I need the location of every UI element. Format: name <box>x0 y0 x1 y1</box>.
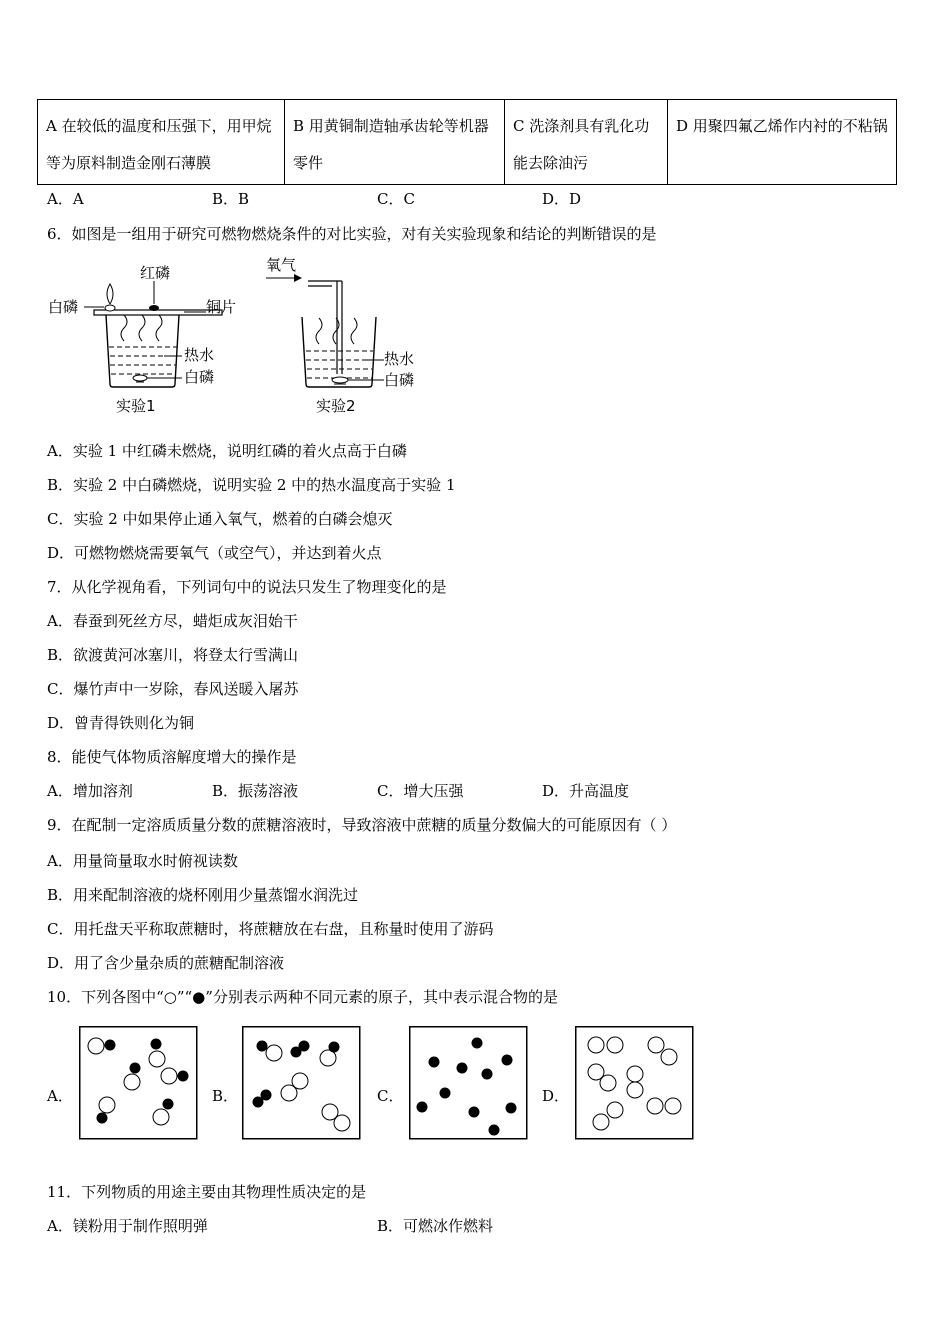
q11-stem: 11．下列物质的用途主要由其物理性质决定的是 <box>47 1183 367 1201</box>
q5-option-b-cell: B 用黄铜制造轴承齿轮等机器零件 <box>285 100 505 185</box>
q7-option-c: C．爆竹声中一岁除，春风送暖入屠苏 <box>47 680 299 698</box>
label-hot-water-2: 热水 <box>384 350 415 368</box>
q6-experiment-figure <box>44 256 444 416</box>
q6-stem: 6．如图是一组用于研究可燃物燃烧条件的对比实验，对有关实验现象和结论的判断错误的是 <box>47 225 657 243</box>
q7-stem: 7．从化学视角看，下列词句中的说法只发生了物理变化的是 <box>47 578 447 596</box>
q10-label-a: A． <box>47 1087 73 1105</box>
q6-option-b: B．实验 2 中白磷燃烧，说明实验 2 中的热水温度高于实验 1 <box>47 476 456 494</box>
q7-option-d: D．曾青得铁则化为铜 <box>47 714 195 732</box>
q8-option-b: B．振荡溶液 <box>212 782 299 800</box>
caption-experiment-2: 实验2 <box>316 397 356 415</box>
q9-option-b: B．用来配制溶液的烧杯刚用少量蒸馏水润洗过 <box>47 886 359 904</box>
q11-option-b: B．可燃冰作燃料 <box>377 1217 494 1235</box>
q10-diagram-c <box>409 1026 529 1140</box>
label-hot-water-1: 热水 <box>184 346 215 364</box>
q10-label-c: C． <box>377 1087 404 1105</box>
q6-option-d: D．可燃物燃烧需要氧气（或空气），并达到着火点 <box>47 544 382 562</box>
label-white-phosphorus-2: 白磷 <box>184 368 215 386</box>
q5-option-c-cell: C 洗涤剂具有乳化功能去除油污 <box>505 100 668 185</box>
q7-option-a: A．春蚕到死丝方尽，蜡炬成灰泪始干 <box>47 612 298 630</box>
q7-option-b: B．欲渡黄河冰塞川，将登太行雪满山 <box>47 646 299 664</box>
q5-choice-c: C．C <box>377 190 415 208</box>
caption-experiment-1: 实验1 <box>116 397 156 415</box>
q10-diagram-a <box>79 1026 199 1140</box>
label-oxygen: 氧气 <box>266 256 297 274</box>
q5-option-d-cell: D 用聚四氟乙烯作内衬的不粘锅 <box>668 100 897 185</box>
q11-option-a: A．镁粉用于制作照明弹 <box>47 1217 208 1235</box>
q10-label-b: B． <box>212 1087 239 1105</box>
q10-diagram-b <box>242 1026 362 1140</box>
q9-option-a: A．用量筒量取水时俯视读数 <box>47 852 238 870</box>
q10-label-d: D． <box>542 1087 570 1105</box>
q5-options-table <box>37 99 897 185</box>
q8-option-c: C．增大压强 <box>377 782 464 800</box>
q8-option-d: D．升高温度 <box>542 782 630 800</box>
q10-stem: 10．下列各图中“○”“●”分别表示两种不同元素的原子，其中表示混合物的是 <box>47 988 558 1006</box>
label-white-phosphorus-3: 白磷 <box>384 371 415 389</box>
experiment-1-apparatus <box>48 264 236 415</box>
q5-choice-b: B．B <box>212 190 250 208</box>
q5-choice-a: A．A <box>47 190 84 208</box>
q6-option-c: C．实验 2 中如果停止通入氧气，燃着的白磷会熄灭 <box>47 510 393 528</box>
label-red-phosphorus: 红磷 <box>140 264 171 282</box>
q5-choice-d: D．D <box>542 190 582 208</box>
q5-option-a-cell: A 在较低的温度和压强下，用甲烷等为原料制造金刚石薄膜 <box>38 100 285 185</box>
label-white-phosphorus-1: 白磷 <box>48 298 79 316</box>
q9-stem: 9．在配制一定溶质质量分数的蔗糖溶液时，导致溶液中蔗糖的质量分数偏大的可能原因有（ ） <box>47 816 677 834</box>
q8-stem: 8．能使气体物质溶解度增大的操作是 <box>47 748 297 766</box>
label-copper-plate: 铜片 <box>206 298 237 316</box>
q8-option-a: A．增加溶剂 <box>47 782 133 800</box>
experiment-2-apparatus <box>266 256 414 415</box>
q6-option-a: A．实验 1 中红磷未燃烧，说明红磷的着火点高于白磷 <box>47 442 407 460</box>
q9-option-d: D．用了含少量杂质的蔗糖配制溶液 <box>47 954 285 972</box>
q9-option-c: C．用托盘天平称取蔗糖时，将蔗糖放在右盘，且称量时使用了游码 <box>47 920 494 938</box>
q10-diagram-d <box>575 1026 695 1140</box>
